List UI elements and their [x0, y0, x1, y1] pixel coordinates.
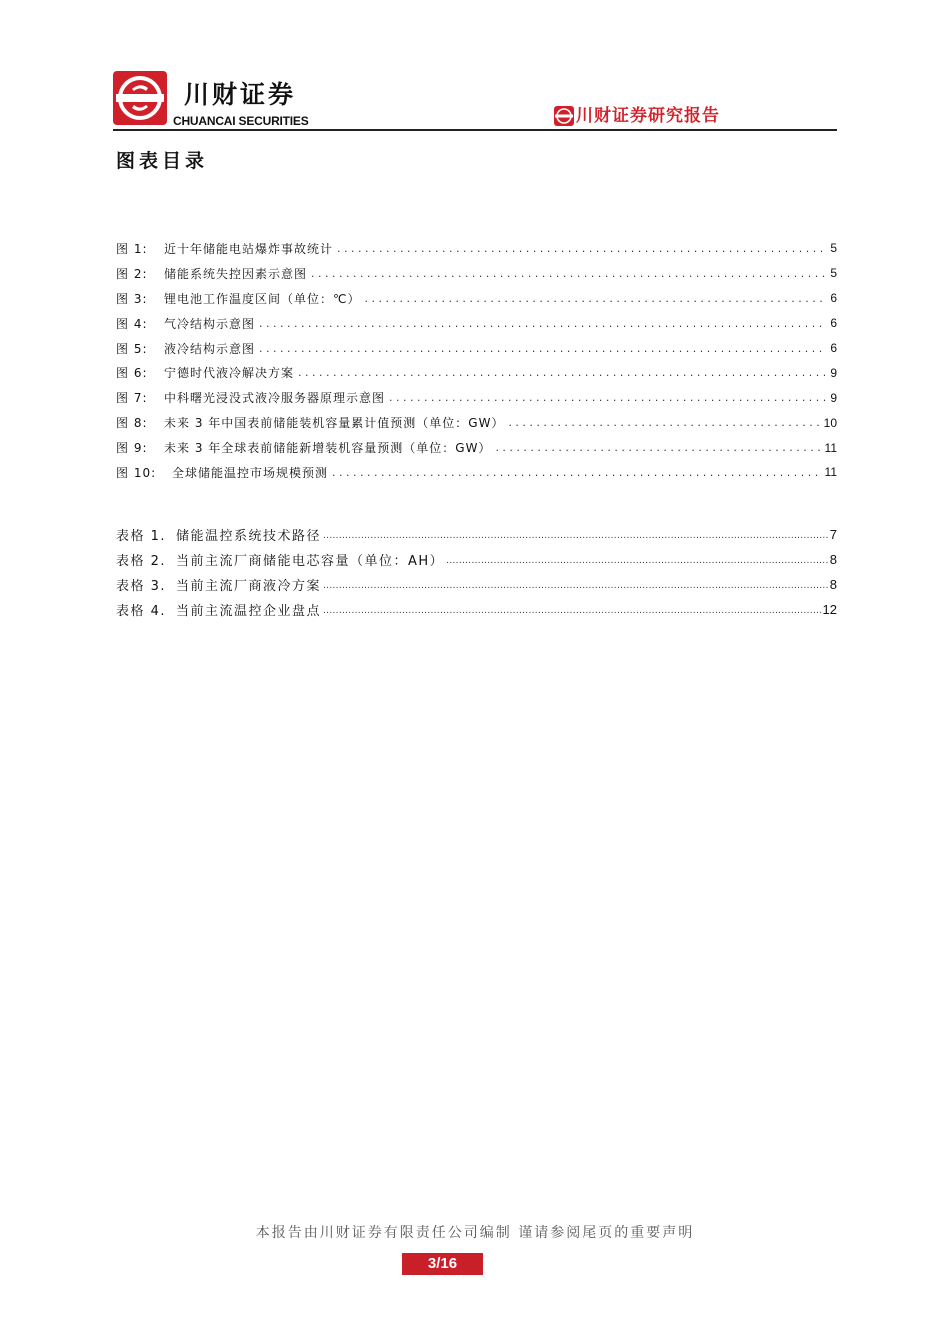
figure-list — [116, 236, 837, 485]
dot-leader — [364, 292, 826, 305]
dot-leader — [323, 581, 829, 591]
table-page: 12 — [822, 601, 837, 617]
figure-title: 未来 3 年中国表前储能装机容量累计值预测（单位：GW） — [164, 416, 505, 431]
dot-leader — [259, 317, 826, 330]
table-label: 表格 2. — [116, 553, 167, 569]
figure-label: 图 1: — [116, 241, 148, 256]
toc-figure-entry[interactable] — [116, 286, 837, 311]
toc-table-entry[interactable] — [116, 597, 837, 622]
table-label: 表格 1. — [116, 528, 167, 544]
figure-title: 气冷结构示意图 — [164, 316, 256, 331]
dot-leader — [259, 342, 826, 355]
figure-label: 图 9: — [116, 441, 148, 456]
table-page: 7 — [829, 526, 837, 542]
brand-name-chinese: 川财证券 — [184, 80, 297, 109]
figure-label: 图 7: — [116, 391, 148, 406]
toc-figure-entry[interactable] — [116, 336, 837, 361]
brand-name-english: CHUANCAI SECURITIES — [173, 114, 309, 128]
figure-label: 图 6: — [116, 366, 148, 381]
figure-label: 图 2: — [116, 266, 148, 281]
figure-label: 图 10: — [116, 465, 157, 480]
report-type-label: 川财证券研究报告 — [576, 106, 720, 126]
figure-page: 6 — [830, 291, 837, 306]
toc-table-entry[interactable] — [116, 547, 837, 572]
toc-figure-entry[interactable] — [116, 460, 837, 485]
chuancai-logo-icon — [113, 71, 167, 125]
figure-title: 未来 3 年全球表前储能新增装机容量预测（单位：GW） — [164, 441, 492, 456]
dot-leader — [337, 242, 826, 255]
dot-leader — [446, 556, 829, 566]
table-list — [116, 522, 837, 622]
figure-page: 9 — [830, 390, 837, 405]
figure-title: 宁德时代液冷解决方案 — [164, 366, 295, 381]
figure-page: 5 — [830, 241, 837, 256]
table-title: 当前主流厂商储能电芯容量（单位：AH） — [176, 553, 445, 569]
toc-figure-entry[interactable] — [116, 236, 837, 261]
toc-figure-entry[interactable] — [116, 435, 837, 460]
toc-table-entry[interactable] — [116, 522, 837, 547]
figure-page: 11 — [824, 440, 837, 455]
figure-title: 储能系统失控因素示意图 — [164, 266, 308, 281]
dot-leader — [323, 606, 822, 616]
figure-label: 图 4: — [116, 316, 148, 331]
figure-page: 10 — [823, 415, 837, 430]
table-page: 8 — [829, 576, 837, 592]
figure-title: 全球储能温控市场规模预测 — [172, 465, 329, 480]
toc-figure-entry[interactable] — [116, 385, 837, 410]
dot-leader — [508, 416, 819, 429]
figure-title: 液冷结构示意图 — [164, 341, 256, 356]
toc-figure-entry[interactable] — [116, 261, 837, 286]
figure-label: 图 8: — [116, 416, 148, 431]
table-title: 储能温控系统技术路径 — [176, 528, 322, 544]
page-number-badge: 3/16 — [402, 1253, 483, 1275]
figure-page: 11 — [824, 465, 837, 480]
toc-title: 图表目录 — [116, 150, 209, 172]
toc-table-entry[interactable] — [116, 572, 837, 597]
header-divider — [113, 129, 837, 131]
dot-leader — [495, 441, 820, 454]
dot-leader — [389, 391, 826, 404]
report-label-group — [554, 105, 720, 127]
figure-page: 6 — [830, 341, 837, 355]
toc-figure-entry[interactable] — [116, 311, 837, 336]
dot-leader — [298, 366, 826, 379]
dot-leader — [332, 466, 821, 479]
figure-label: 图 3: — [116, 291, 148, 306]
dot-leader — [323, 531, 829, 541]
figure-page: 9 — [830, 365, 837, 380]
figure-page: 6 — [830, 316, 837, 331]
figure-page: 5 — [830, 266, 837, 281]
table-title: 当前主流温控企业盘点 — [176, 603, 322, 619]
figure-title: 中科曙光浸没式液冷服务器原理示意图 — [164, 391, 386, 406]
table-label: 表格 3. — [116, 578, 167, 594]
dot-leader — [311, 267, 826, 280]
figure-title: 近十年储能电站爆炸事故统计 — [164, 241, 334, 256]
toc-figure-entry[interactable] — [116, 410, 837, 435]
table-page: 8 — [829, 551, 837, 567]
footer-disclaimer: 本报告由川财证券有限责任公司编制 谨请参阅尾页的重要声明 — [255, 1225, 695, 1241]
table-title: 当前主流厂商液冷方案 — [176, 578, 322, 594]
chuancai-small-logo-icon — [554, 106, 574, 126]
figure-title: 锂电池工作温度区间（单位：℃） — [164, 291, 361, 306]
toc-figure-entry[interactable] — [116, 360, 837, 385]
table-label: 表格 4. — [116, 603, 167, 619]
figure-label: 图 5: — [116, 341, 148, 356]
